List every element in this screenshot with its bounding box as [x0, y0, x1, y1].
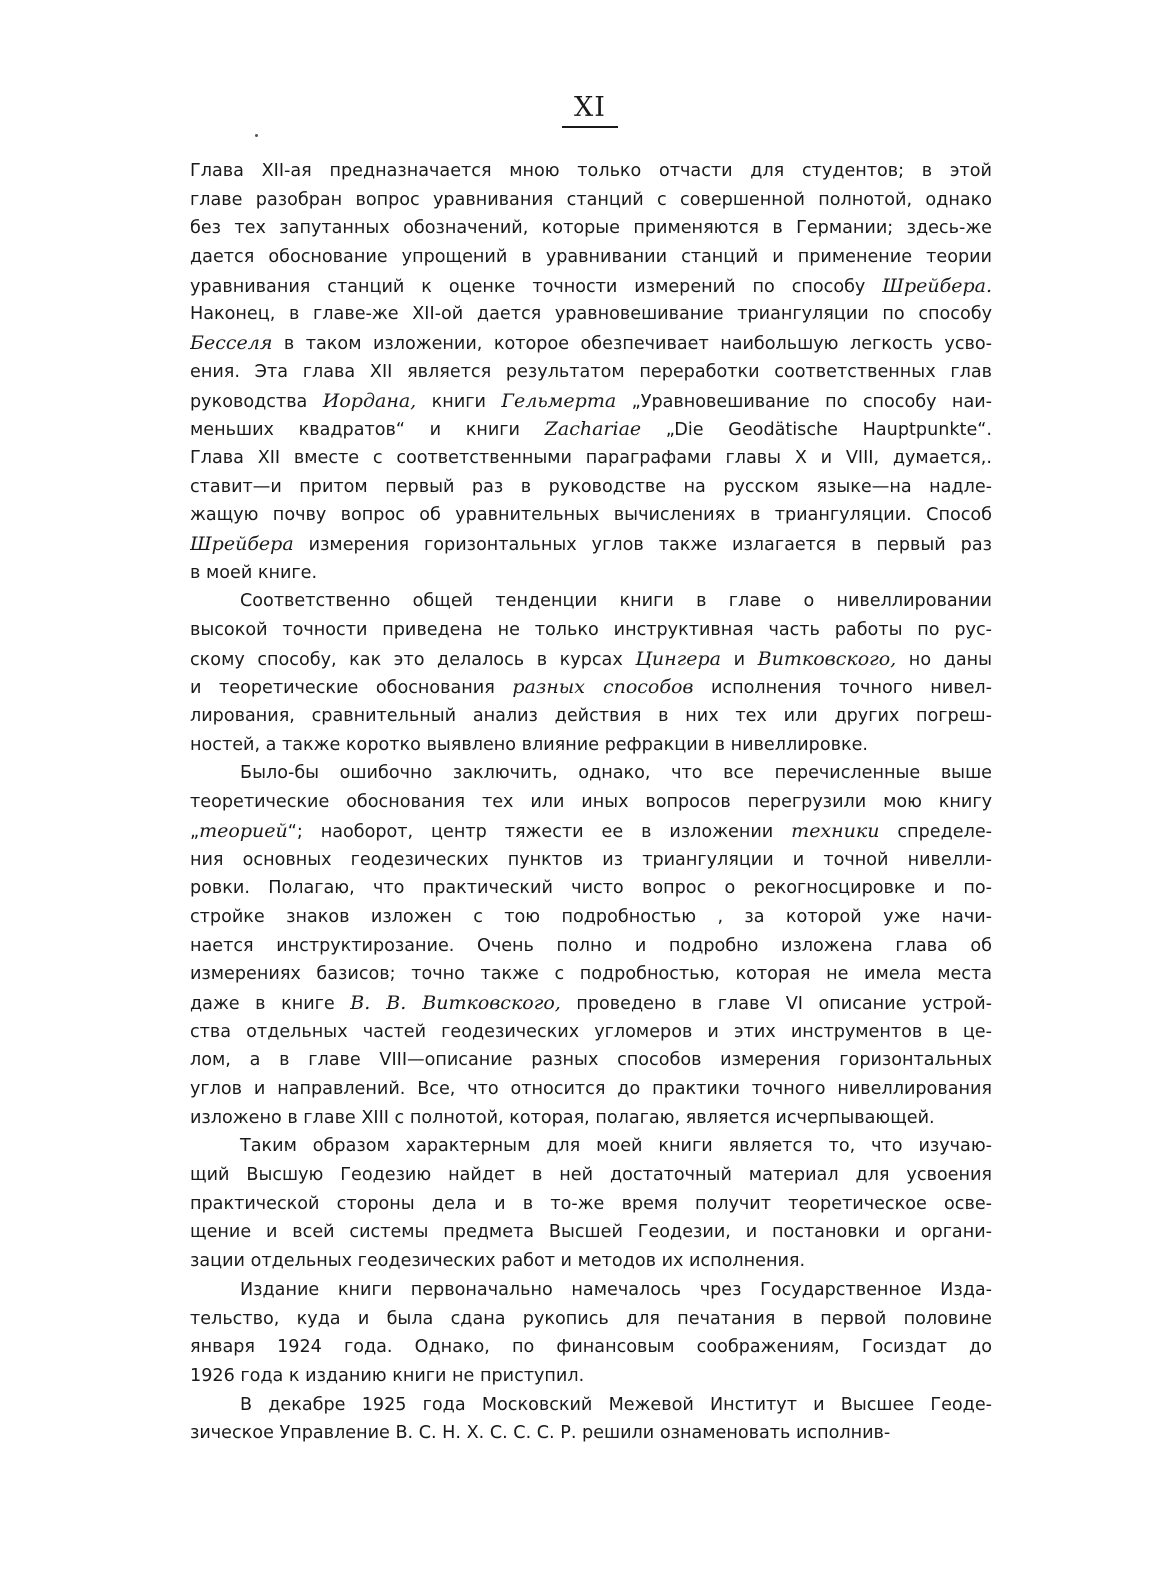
- text-line: Соответственно общей тенденции книги в главе о нивеллировании: [240, 591, 992, 612]
- paragraph: [190, 759, 992, 1132]
- text-line: скому способу, как это делалось в курсах Цингера и Витковского, но даны: [190, 647, 992, 670]
- text-line: Наконец, в главе-же XII-ой дается уравновешивание триангуляции по способу: [190, 304, 992, 325]
- body-text: [190, 157, 992, 1448]
- page-number-rule: [562, 126, 618, 128]
- text-line: 1926 года к изданию книги не приступил.: [190, 1365, 585, 1386]
- emphasized-text: разных способов: [512, 676, 694, 699]
- text-line: углов и направлений. Все, что относится до практики точного нивеллирования: [190, 1079, 992, 1099]
- paragraph: [190, 1276, 992, 1391]
- emphasized-text: Бесселя: [190, 332, 273, 355]
- text-line: Бесселя в таком изложении, которое обезпечивает наибольшую легкость усво-: [190, 332, 992, 355]
- text-line: без тех запутанных обозначений, которые применяются в Германии; здесь-же: [190, 218, 992, 239]
- text-line: практической стороны дела и в то-же время получит теоретическое осве-: [190, 1193, 992, 1214]
- emphasized-text: теорией: [199, 819, 288, 842]
- emphasized-text: Zachariae: [544, 418, 642, 441]
- text-line: главе разобран вопрос уравнивания станций с совершенной полнотой, однако: [190, 189, 992, 210]
- text-line: щий Высшую Геодезию найдет в ней достаточный материал для усвоения: [190, 1165, 992, 1186]
- text-line: даже в книге В. В. Витковского, проведено в главе VI описание устрой-: [190, 991, 992, 1014]
- paragraph: [190, 1132, 992, 1275]
- paragraph: [190, 587, 992, 759]
- emphasized-text: Шрейбера: [190, 532, 294, 555]
- text-line: Было-бы ошибочно заключить, однако, что все перечисленные выше: [240, 763, 992, 784]
- emphasized-text: В. В. Витковского,: [350, 991, 561, 1014]
- text-line: Шрейбера измерения горизонтальных углов также излагается в первый раз: [190, 532, 992, 555]
- emphasized-text: Шрейбера.: [882, 274, 992, 297]
- text-line: высокой точности приведена не только инструктивная часть работы по рус-: [190, 620, 992, 640]
- text-line: зации отдельных геодезических работ и методов их исполнения.: [190, 1251, 806, 1272]
- emphasized-text: техники: [791, 819, 880, 842]
- text-line: измерениях базисов; точно также с подробностью, которая не имела места: [190, 964, 992, 985]
- text-line: ставит—и притом первый раз в руководстве на русском языке—на надле-: [190, 476, 992, 497]
- text-line: Глава XII-ая предназначается мною только отчасти для студентов; в этой: [190, 161, 992, 181]
- text-line: Издание книги первоначально намечалось чрез Государственное Изда-: [240, 1279, 992, 1300]
- emphasized-text: Гельмерта: [501, 389, 617, 412]
- text-line: зическое Управление В. С. Н. Х. С. С. С. Р. решили ознаменовать исполнив-: [190, 1423, 891, 1444]
- emphasized-text: Иордана,: [322, 389, 417, 412]
- text-line: нается инструктирозание. Очень полно и подробно изложена глава об: [190, 935, 992, 956]
- text-line: января 1924 года. Однако, по финансовым соображениям, Госиздат до: [190, 1337, 992, 1358]
- text-line: в моей книге.: [190, 562, 318, 583]
- text-line: В декабре 1925 года Московский Межевой Институт и Высшее Геоде-: [240, 1394, 992, 1415]
- text-line: Таким образом характерным для моей книги является то, что изучаю-: [240, 1136, 992, 1157]
- text-line: ния основных геодезических пунктов из триангуляции и точной нивелли-: [190, 849, 992, 870]
- text-line: руководства Иордана, книги Гельмерта „Уравновешивание по способу наи-: [190, 389, 992, 412]
- text-line: и теоретические обоснования разных способов исполнения точного нивел-: [190, 676, 992, 699]
- text-line: ностей, а также коротко выявлено влияние рефракции в нивеллировке.: [190, 734, 869, 755]
- paragraph: [190, 1391, 992, 1448]
- text-line: стройке знаков изложен с тою подробностью , за которой уже начи-: [190, 906, 992, 927]
- page-number: XI: [574, 92, 606, 123]
- text-line: дается обоснование упрощений в уравнивании станций и применение теории: [190, 247, 992, 268]
- emphasized-text: Цингера: [635, 647, 722, 670]
- text-line: лом, а в главе VIII—описание разных способов измерения горизонтальных: [190, 1050, 992, 1071]
- text-line: лирования, сравнительный анализ действия в них тех или других погреш-: [190, 706, 992, 727]
- text-line: уравнивания станций к оценке точности измерений по способу Шрейбера.: [190, 274, 992, 297]
- text-line: „теорией“; наоборот, центр тяжести ее в изложении техники спределе-: [190, 819, 992, 842]
- text-line: ства отдельных частей геодезических угломеров и этих инструментов в це-: [190, 1021, 992, 1042]
- emphasized-text: Витковского,: [757, 647, 897, 670]
- text-line: ровки. Полагаю, что практический чисто вопрос о рекогносцировке и по-: [190, 878, 992, 899]
- text-line: жащую почву вопрос об уравнительных вычислениях в триангуляции. Способ: [190, 505, 992, 526]
- stray-print-mark: [255, 134, 258, 137]
- text-line: теоретические обоснования тех или иных вопросов перегрузили мою книгу: [190, 792, 992, 813]
- paragraph: [190, 157, 992, 587]
- text-line: ения. Эта глава XII является результатом переработки соответственных глав: [190, 361, 992, 382]
- text-line: тельство, куда и была сдана рукопись для печатания в первой половине: [190, 1308, 992, 1329]
- text-line: изложено в главе XIII с полнотой, которая, полагаю, является исчерпывающей.: [190, 1107, 935, 1128]
- text-line: меньших квадратов“ и книги Zachariae „Die Geodätische Hauptpunkte“.: [190, 418, 992, 441]
- text-line: щение и всей системы предмета Высшей Геодезии, и постановки и органи-: [190, 1222, 992, 1243]
- text-line: Глава XII вместе с соответственными параграфами главы X и VIII, думается,.: [190, 447, 992, 468]
